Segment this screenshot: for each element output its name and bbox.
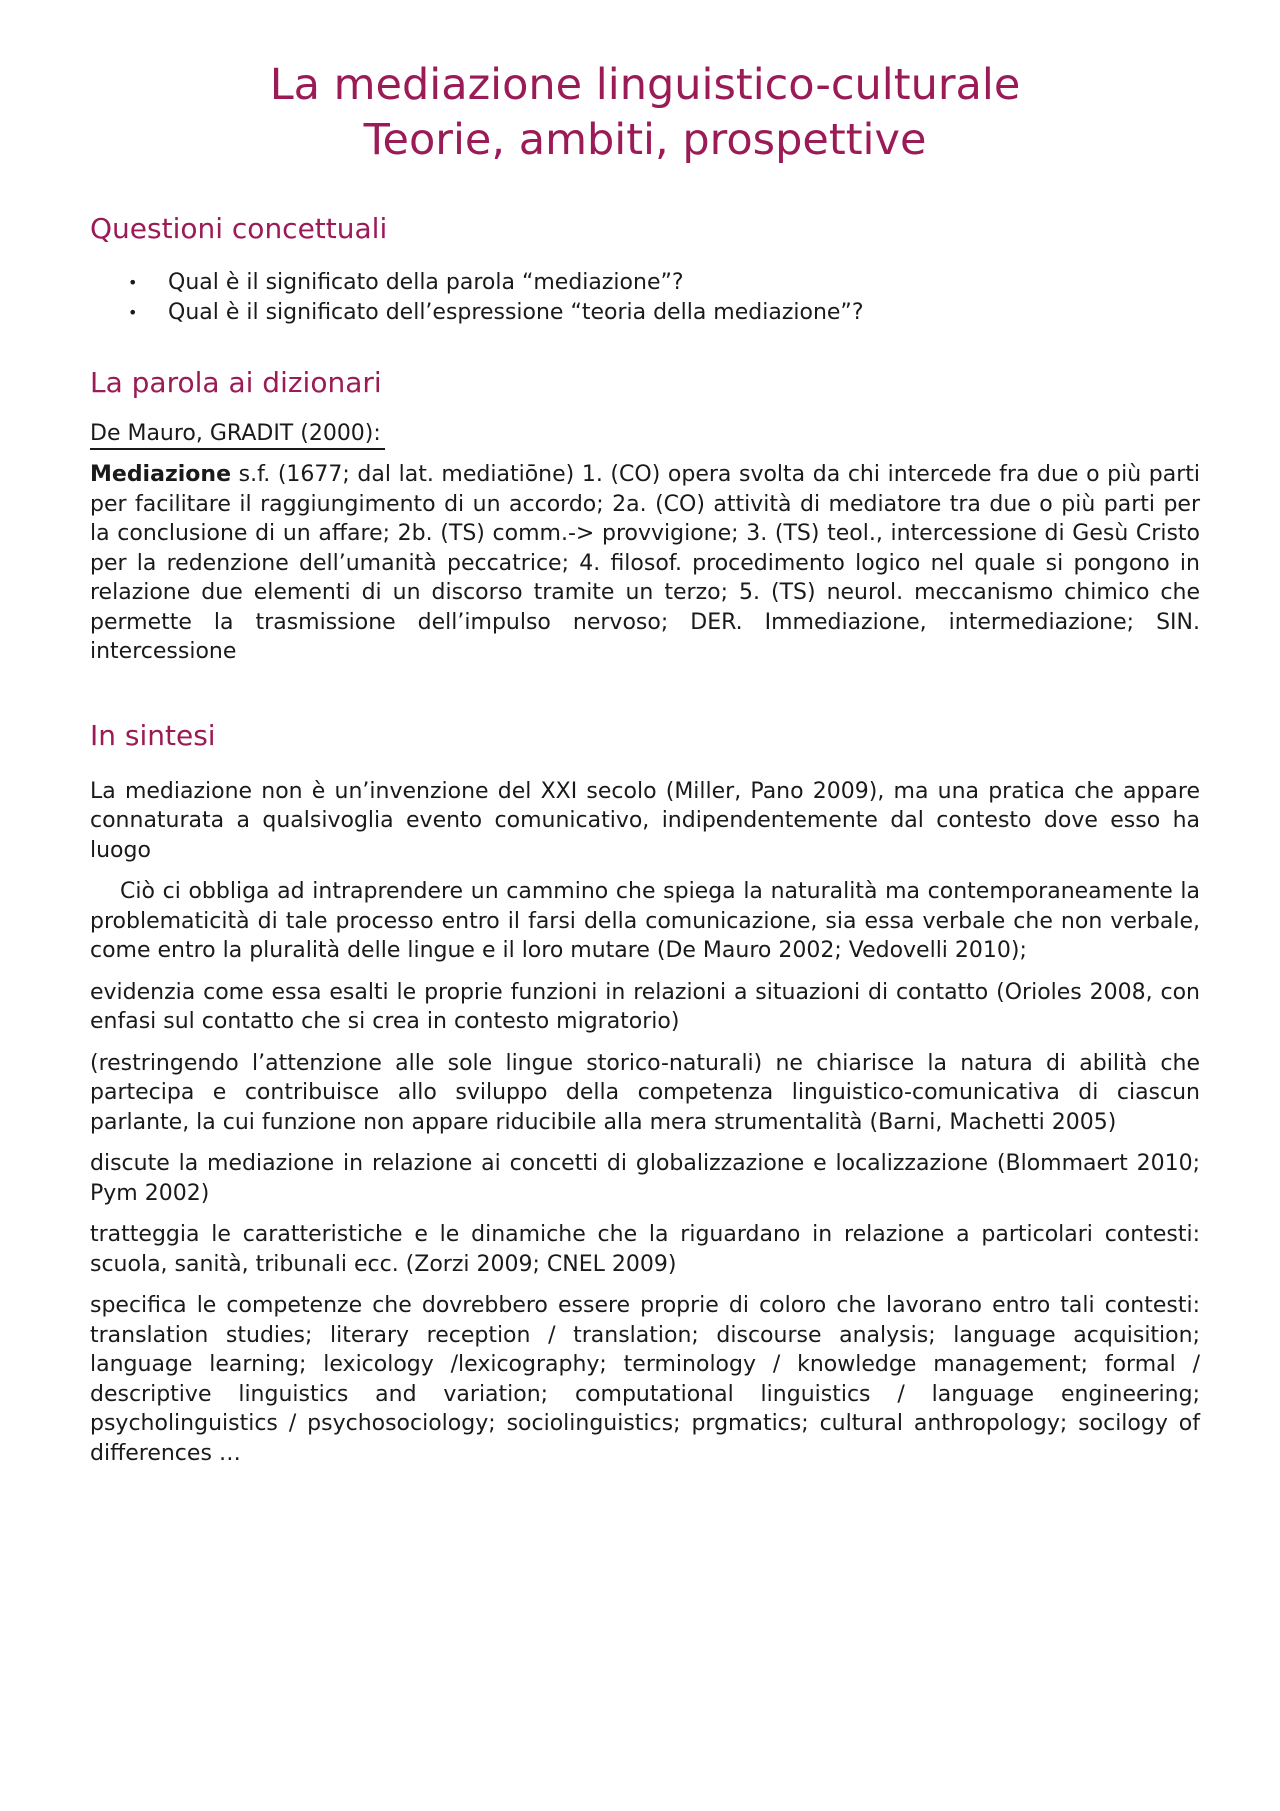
document-page [90,58,1200,1480]
questions-list [90,268,1200,328]
list-item [90,268,1200,298]
title-line-1: La mediazione linguistico-culturale [269,60,1021,110]
heading-in-sintesi: In sintesi [90,718,216,752]
dictionary-definition [90,460,1200,667]
sintesi-paragraph: tratteggia le caratteristiche e le dinamiche che la riguardano in relazione a particolari contesti: scuola, sanità, tribunali ecc. (Zorzi 2009; CNEL 2009) [90,1222,1200,1277]
dictionary-source: De Mauro, GRADIT (2000): [90,420,385,450]
title-line-2: Teorie, ambiti, prospettive [363,115,927,165]
question-text: Qual è il significato dell’espressione “teoria della mediazione”? [168,300,864,325]
sintesi-paragraph: Ciò ci obbliga ad intraprendere un cammino che spiega la naturalità ma contemporaneamente la problematicità di tale processo entro il farsi della comunicazione, sia essa verbale che non verbale, come entro la pluralità delle lingue e il loro mutare (De Mauro 2002; Vedovelli 2010); [90,879,1200,963]
sintesi-paragraph: specifica le competenze che dovrebbero essere proprie di coloro che lavorano entro tali contesti: translation studies; literary reception / translation; discourse analysis; language acquisition; language learning; lexicology /lexicography; terminology / knowledge management; formal / descriptive linguistics and variation; computational linguistics / language engineering; psycholinguistics / psychosociology; sociolinguistics; prgmatics; cultural anthropology; socilogy of differences … [90,1293,1200,1466]
bullet-icon: • [128,273,138,292]
sintesi-paragraph: evidenzia come essa esalti le proprie funzioni in relazioni a situazioni di contatto (Orioles 2008, con enfasi sul contatto che si crea in contesto migratorio) [90,979,1200,1034]
definition-text: s.f. (1677; dal lat. mediatiōne) 1. (CO) opera svolta da chi intercede fra due o più parti per facilitare il raggiungimento di un accordo; 2a. (CO) attività di mediatore tra due o più parti per la conclusione di un affare; 2b. (TS) comm.-> provvigione; 3. (TS) teol., intercessione di Gesù Cristo per la redenzione dell’umanità peccatrice; 4. filosof. procedimento logico nel quale si pongono in relazione due elementi di un discorso tramite un terzo; 5. (TS) neurol. meccanismo chimico che permette la trasmissione dell’impulso nervoso; DER. Immediazione, intermediazione; SIN. intercessione [90,462,1201,664]
sintesi-section [90,777,1200,1469]
bullet-icon: • [128,303,138,322]
sintesi-paragraph: (restringendo l’attenzione alle sole lingue storico-naturali) ne chiarisce la natura di abilità che partecipa e contribuisce allo sviluppo della competenza linguistico-comunicativa di ciascun parlante, la cui funzione non appare riducibile alla mera strumentalità (Barni, Machetti 2005) [90,1050,1200,1135]
definition-term: Mediazione [90,462,231,487]
question-text: Qual è il significato della parola “mediazione”? [168,270,684,295]
sintesi-paragraph: discute la mediazione in relazione ai concetti di globalizzazione e localizzazione (Blommaert 2010; Pym 2002) [90,1151,1200,1206]
heading-parola-dizionari: La parola ai dizionari [90,366,382,399]
heading-questioni-concettuali: Questioni concettuali [90,212,388,245]
sintesi-paragraph: La mediazione non è un’invenzione del XXI secolo (Miller, Pano 2009), ma una pratica che appare connaturata a qualsivoglia evento comunicativo, indipendentemente dal contesto dove esso ha luogo [90,778,1200,863]
document-title [90,58,1200,168]
list-item [90,298,1200,328]
